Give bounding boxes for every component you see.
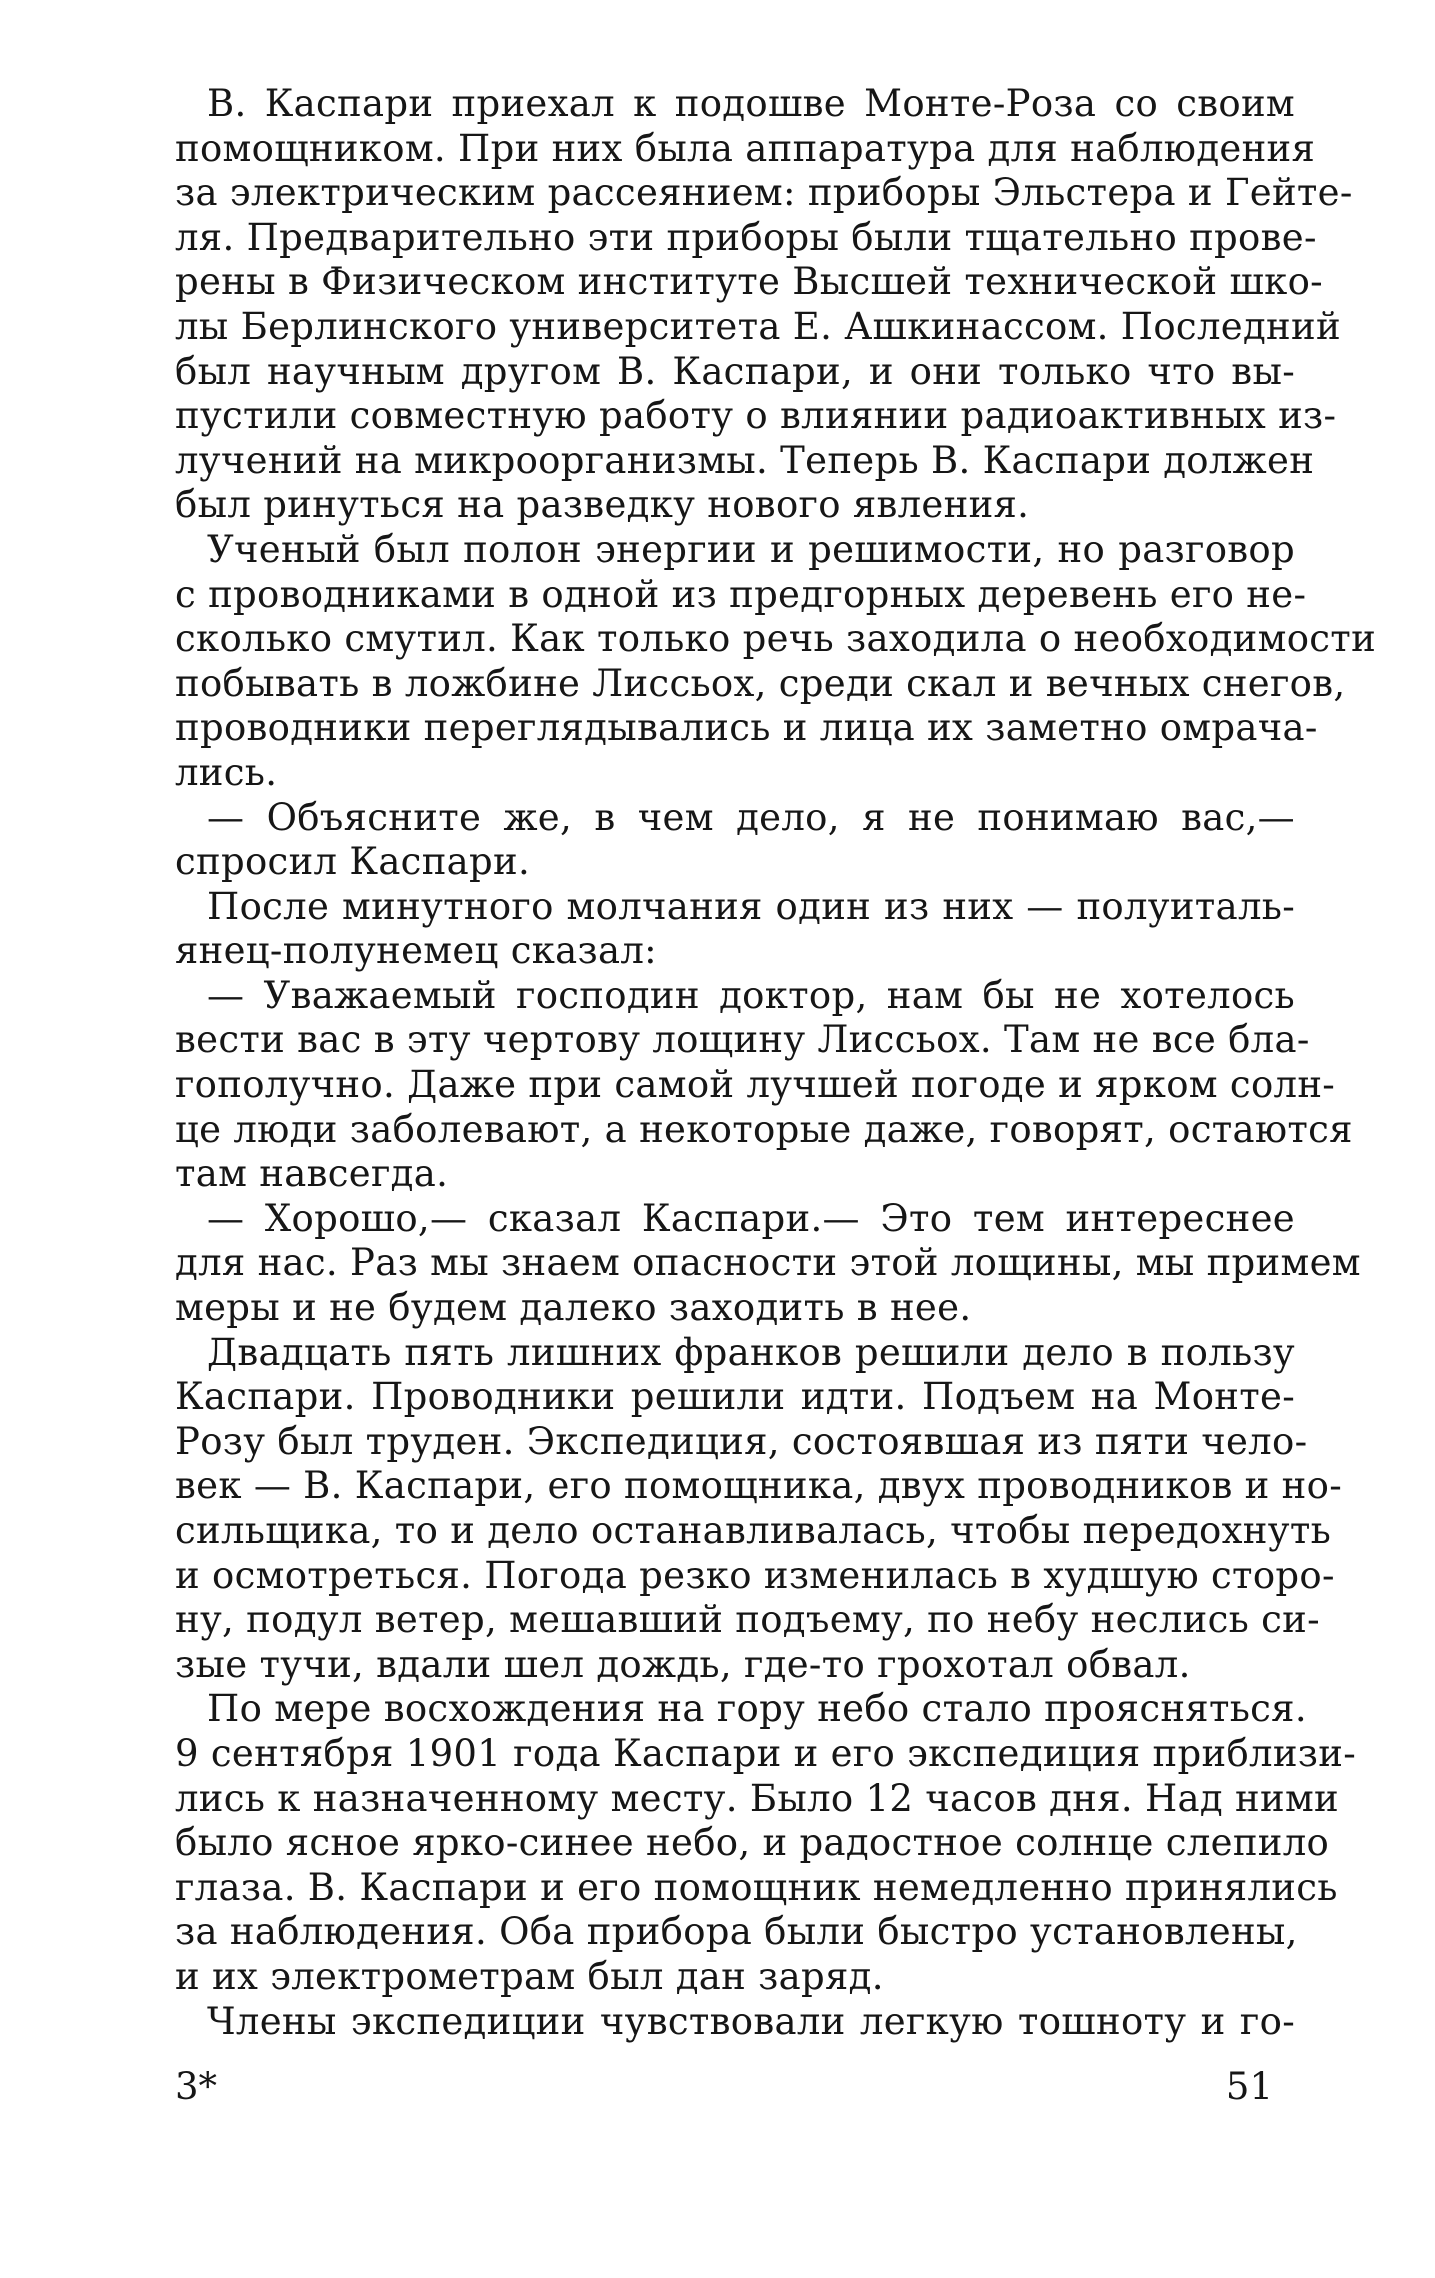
- text-line: сильщика, то и дело останавливалась, чтобы передохнуть: [175, 1509, 1332, 1552]
- paragraph-3: [175, 796, 1295, 885]
- text-line: для нас. Раз мы знаем опасности этой лощины, мы примем: [175, 1241, 1361, 1285]
- text-line: с проводниками в одной из предгорных деревень его не-: [175, 572, 1307, 616]
- text-line: лись к назначенному месту. Было 12 часов дня. Над ними: [175, 1776, 1339, 1820]
- text-line: После минутного молчания один из них — полуиталь-: [207, 884, 1295, 928]
- text-line: был ринуться на разведку нового явления.: [175, 483, 1030, 527]
- text-line: ля. Предварительно эти приборы были тщательно прове-: [175, 215, 1317, 259]
- text-line: и осмотреться. Погода резко изменилась в худшую сторо-: [175, 1553, 1335, 1597]
- paragraph-4: [175, 885, 1295, 974]
- text-line: Двадцать пять лишних франков решили дело в пользу: [207, 1330, 1295, 1374]
- text-line: и их электрометрам был дан заряд.: [175, 1954, 884, 1998]
- text-line: рены в Физическом институте Высшей технической шко-: [175, 260, 1323, 304]
- paragraph-2: [175, 527, 1377, 796]
- text-line: — Объясните же, в чем дело, я не понимаю вас,—: [207, 795, 1295, 839]
- text-line: В. Каспари приехал к подошве Монте-Роза со своим: [207, 82, 1295, 125]
- paragraph-6: [175, 1196, 1361, 1331]
- text-line: был научным другом В. Каспари, и они только что вы-: [175, 349, 1295, 393]
- text-line: янец-полунемец сказал:: [175, 929, 657, 973]
- paragraph-7: [175, 1330, 1343, 1688]
- text-line: сколько смутил. Как только речь заходила о необходимости: [175, 617, 1377, 661]
- text-line: Члены экспедиции чувствовали легкую тошноту и го-: [207, 1999, 1295, 2043]
- text-line: пустили совместную работу о влиянии радиоактивных из-: [175, 394, 1337, 438]
- text-line: гополучно. Даже при самой лучшей погоде и ярком солн-: [175, 1063, 1336, 1107]
- text-line: Каспари. Проводники решили идти. Подъем на Монте-: [175, 1375, 1295, 1419]
- text-line: вести вас в эту чертову лощину Лиссьох. Там не все бла-: [175, 1018, 1310, 1062]
- text-line: век — В. Каспари, его помощника, двух проводников и но-: [175, 1464, 1343, 1508]
- text-line: за наблюдения. Оба прибора были быстро установлены,: [175, 1910, 1298, 1954]
- text-line: ну, подул ветер, мешавший подъему, по небу неслись си-: [175, 1598, 1320, 1642]
- text-line: 9 сентября 1901 года Каспари и его экспедиция приблизи-: [175, 1731, 1357, 1775]
- text-line: проводники переглядывались и лица их заметно омрача-: [175, 706, 1318, 750]
- text-line: было ясное ярко-синее небо, и радостное солнце слепило: [175, 1821, 1330, 1865]
- text-line: глаза. В. Каспари и его помощник немедленно принялись: [175, 1865, 1338, 1909]
- book-page-text: [175, 82, 1377, 2044]
- printer-signature-mark: 3*: [175, 2065, 218, 2108]
- text-line: спросил Каспари.: [175, 840, 531, 884]
- text-line: лы Берлинского университета Е. Ашкинассом. Последний: [175, 304, 1341, 348]
- text-line: — Хорошо,— сказал Каспари.— Это тем интереснее: [207, 1196, 1295, 1240]
- text-line: Ученый был полон энергии и решимости, но разговор: [207, 527, 1295, 571]
- text-line: По мере восхождения на гору небо стало проясняться.: [207, 1687, 1307, 1731]
- page-footer: [175, 2064, 1273, 2110]
- text-line: там навсегда.: [175, 1152, 449, 1196]
- text-line: меры и не будем далеко заходить в нее.: [175, 1286, 972, 1330]
- text-line: побывать в ложбине Лиссьох, среди скал и вечных снегов,: [175, 661, 1346, 705]
- text-line: це люди заболевают, а некоторые даже, говорят, остаются: [175, 1107, 1353, 1151]
- text-line: лучений на микроорганизмы. Теперь В. Каспари должен: [175, 438, 1315, 482]
- text-line: — Уважаемый господин доктор, нам бы не хотелось: [207, 973, 1295, 1017]
- paragraph-9: [175, 2000, 1295, 2045]
- text-line: за электрическим рассеянием: приборы Эльстера и Гейте-: [175, 171, 1353, 215]
- paragraph-8: [175, 1687, 1357, 1999]
- text-line: зые тучи, вдали шел дождь, где-то грохотал обвал.: [175, 1642, 1191, 1686]
- paragraph-1: [175, 82, 1353, 528]
- page-number: 51: [1225, 2065, 1273, 2108]
- paragraph-5: [175, 973, 1353, 1197]
- text-line: лись.: [175, 750, 278, 794]
- text-line: помощником. При них была аппаратура для наблюдения: [175, 126, 1316, 170]
- text-line: Розу был труден. Экспедиция, состоявшая из пяти чело-: [175, 1419, 1308, 1463]
